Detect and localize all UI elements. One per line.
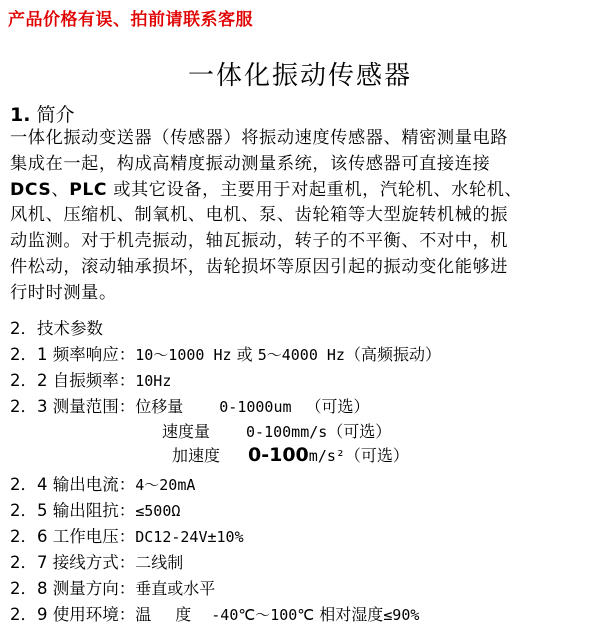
spec-range-vel-note: （可选） (327, 422, 392, 441)
spec-range-disp-name: 位移量 (135, 397, 184, 416)
spec-label: 2．5 输出阻抗： (10, 501, 136, 520)
spec-label: 2．3 测量范围： (10, 397, 136, 416)
spec-env-temp-value: -40℃～100℃ (211, 606, 315, 624)
specs-heading (10, 315, 600, 339)
intro-abbrev: PLC (69, 179, 108, 200)
spec-label: 2．2 自振频率： (10, 371, 136, 390)
spec-label: 2．4 输出电流： (10, 475, 136, 494)
spec-natural-row (10, 367, 600, 391)
spec-range-acc-note: （可选） (344, 446, 409, 465)
spec-or: 或 (231, 345, 258, 364)
intro-line: 件松动，滚动轴承损坏，齿轮损坏等原因引起的振动变化能够进 (10, 256, 509, 277)
spec-env-hum-value: ≤90% (383, 606, 420, 624)
intro-line: 集成在一起，构成高精度振动测量系统，该传感器可直接连接 (10, 153, 491, 174)
spec-wiring-row (10, 549, 600, 573)
spec-frequency-row (10, 341, 600, 365)
spec-label: 2．7 接线方式： (10, 553, 136, 572)
spec-current-row (10, 471, 600, 495)
spec-label: 2．6 工作电压： (10, 527, 136, 546)
page-title: 一体化振动传感器 (187, 61, 412, 91)
spec-range-vel-row (162, 419, 600, 442)
spec-direction-row (10, 575, 600, 599)
spec-impedance-row (10, 497, 600, 521)
spec-environment-row (10, 601, 600, 625)
spec-range-vel-value: 0-100mm/s (246, 423, 328, 441)
spec-value: ≤500Ω (135, 502, 181, 520)
intro-line: 一体化振动变送器（传感器）将振动速度传感器、精密测量电路 (10, 128, 509, 148)
specs-heading-text: 2．技术参数 (10, 319, 103, 338)
spec-value: 4～20mA (135, 476, 196, 494)
spec-note: （高频振动） (344, 345, 441, 364)
intro-line: 行时时测量。 (10, 282, 117, 303)
spec-value: 二线制 (135, 553, 184, 572)
intro-line: 动监测。对于机壳振动，轴瓦振动，转子的不平衡、不对中，机 (10, 231, 509, 252)
intro-paragraph (10, 126, 592, 307)
intro-heading-text: 简介 (36, 104, 75, 126)
spec-label: 2．8 测量方向： (10, 579, 136, 598)
intro-abbrev: DCS (10, 179, 52, 200)
spec-range-acc-value: 0-100 (248, 444, 309, 466)
spec-range-acc-unit: m/s² (308, 447, 345, 465)
spec-range-acc-row (172, 443, 600, 466)
intro-line: 风机、压缩机、制氧机、电机、泵、齿轮箱等大型旋转机械的振 (10, 205, 509, 226)
spec-label: 2．1 频率响应： (10, 345, 136, 364)
intro-heading-number: 1. (10, 104, 31, 126)
spec-range-disp-value: 0-1000um (219, 398, 292, 416)
spec-voltage-row (10, 523, 600, 547)
spec-env-temp-name2: 度 (175, 605, 192, 624)
spec-env-hum-name: 相对湿度 (314, 605, 384, 624)
spec-value: 10Hz (135, 372, 172, 390)
intro-heading (10, 100, 75, 127)
spec-value: 5～4000 Hz (257, 346, 345, 364)
spec-env-temp-name: 温 (135, 605, 152, 624)
spec-range-acc-name: 加速度 (172, 446, 221, 465)
spec-value: 10～1000 Hz (135, 346, 232, 364)
spec-label: 2．9 使用环境： (10, 605, 136, 624)
intro-line: DCS、PLC 或其它设备，主要用于对起重机，汽轮机、水轮机、 (10, 179, 523, 200)
spec-range-vel-name: 速度量 (162, 422, 211, 441)
price-notice: 产品价格有误、拍前请联系客服 (8, 10, 253, 30)
spec-value: DC12-24V±10% (135, 528, 244, 546)
spec-range-disp-note: （可选） (305, 397, 370, 416)
spec-value: 垂直或水平 (135, 579, 216, 598)
spec-range-row (10, 393, 600, 417)
